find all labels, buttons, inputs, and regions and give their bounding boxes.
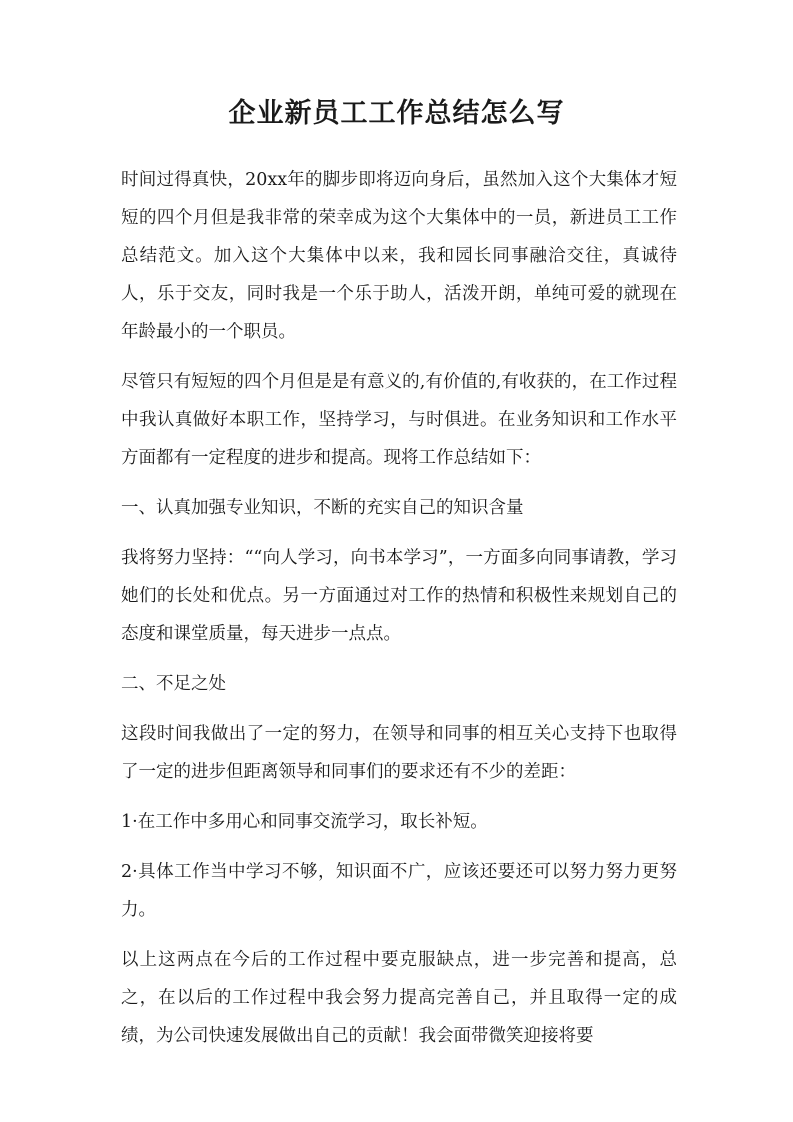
document-body <box>121 161 677 1067</box>
paragraph-conclusion: 以上这两点在今后的工作过程中要克服缺点，进一步完善和提高，总之，在以后的工作过程中我会努力提高完善自己，并且取得一定的成绩，为公司快速发展做出自己的贡献！我会面带微笑迎接将要 <box>121 950 677 1046</box>
section-heading-2: 二、不足之处 <box>121 674 226 694</box>
paragraph-shortcomings: 这段时间我做出了一定的努力，在领导和同事的相互关心支持下也取得了一定的进步但距离领导和同事们的要求还有不少的差距： <box>121 724 677 782</box>
list-item-1: 1·在工作中多用心和同事交流学习，取长补短。 <box>121 812 488 832</box>
paragraph-learning: 我将努力坚持：““向人学习，向书本学习”，一方面多向同事请教，学习她们的长处和优点。另一方面通过对工作的热情和积极性来规划自己的态度和课堂质量，每天进步一点点。 <box>121 548 677 644</box>
paragraph-summary-lead: 尽管只有短短的四个月但是是有意义的,有价值的,有收获的，在工作过程中我认真做好本职工作，坚持学习，与时俱进。在业务知识和工作水平方面都有一定程度的进步和提高。现将工作总结如下： <box>121 372 677 468</box>
document-title: 企业新员工工作总结怎么写 <box>228 98 565 129</box>
paragraph-intro: 时间过得真快，20xx年的脚步即将迈向身后，虽然加入这个大集体才短短的四个月但是我非常的荣幸成为这个大集体中的一员，新进员工工作总结范文。加入这个大集体中以来，我和园长同事融洽交往，真诚待人，乐于交友，同时我是一个乐于助人，活泼开朗，单纯可爱的就现在年龄最小的一个职员。 <box>121 170 677 342</box>
section-heading-1: 一、认真加强专业知识，不断的充实自己的知识含量 <box>121 498 524 518</box>
list-item-2: 2·具体工作当中学习不够，知识面不广，应该还要还可以努力努力更努力。 <box>121 862 677 920</box>
